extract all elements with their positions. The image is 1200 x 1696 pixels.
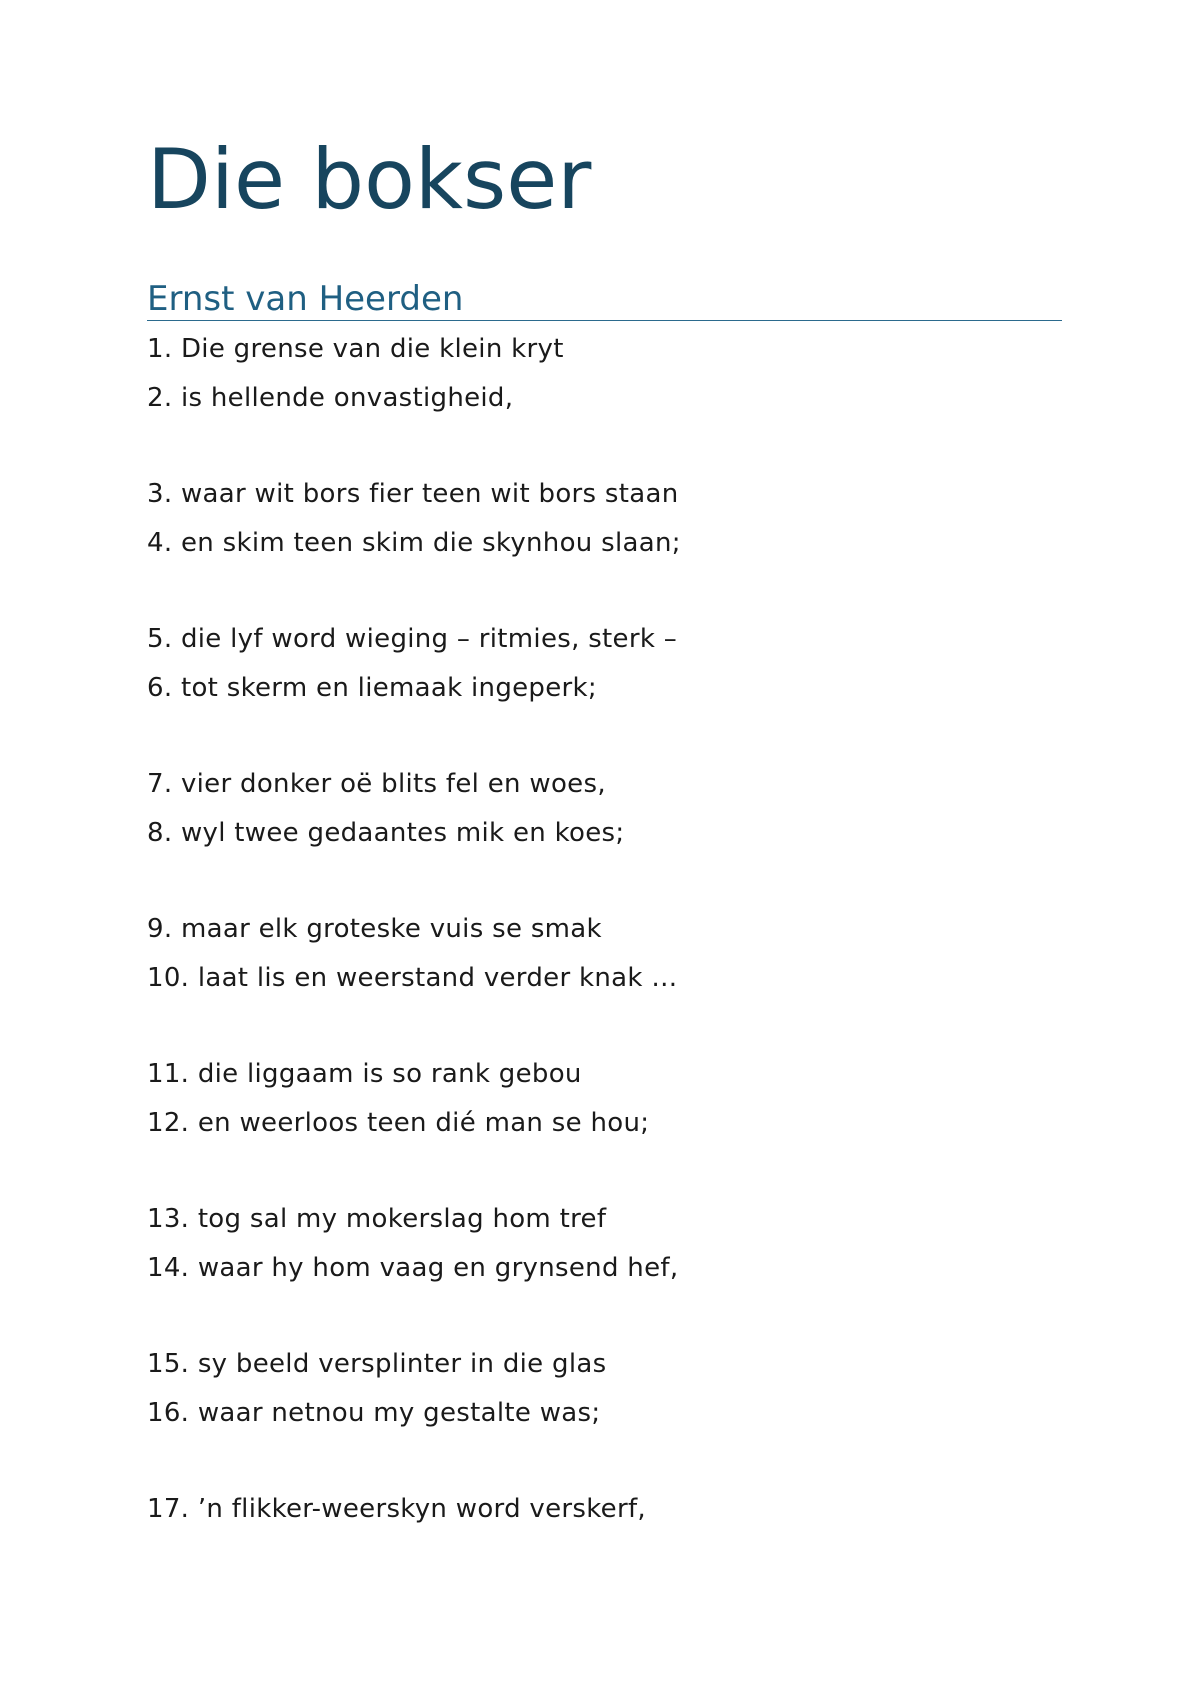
stanza xyxy=(147,1485,1062,1534)
poem-line: 6. tot skerm en liemaak ingeperk; xyxy=(147,672,597,703)
poem-line: 5. die lyf word wieging – ritmies, sterk – xyxy=(147,624,678,654)
poem-line: 11. die liggaam is so rank gebou xyxy=(147,1059,582,1089)
stanza xyxy=(147,760,1062,857)
stanza xyxy=(147,1195,1062,1292)
poem-line: 12. en weerloos teen dié man se hou; xyxy=(147,1107,650,1138)
poem-line: 3. waar wit bors fier teen wit bors staan xyxy=(147,479,679,509)
stanza xyxy=(147,615,1062,712)
poem-author: Ernst van Heerden xyxy=(147,279,1062,321)
poem-line: 17. ’n flikker-weerskyn word verskerf, xyxy=(147,1494,646,1524)
stanza xyxy=(147,470,1062,567)
poem-line: 8. wyl twee gedaantes mik en koes; xyxy=(147,817,625,848)
poem-line: 16. waar netnou my gestalte was; xyxy=(147,1397,601,1428)
poem-line: 13. tog sal my mokerslag hom tref xyxy=(147,1204,607,1234)
poem-line: 2. is hellende onvastigheid, xyxy=(147,382,514,413)
stanza xyxy=(147,905,1062,1002)
poem-line: 10. laat lis en weerstand verder knak … xyxy=(147,962,678,993)
poem-body xyxy=(147,325,1062,1582)
stanza xyxy=(147,1340,1062,1437)
poem-line: 9. maar elk groteske vuis se smak xyxy=(147,914,602,944)
poem-title: Die bokser xyxy=(147,131,592,228)
poem-line: 14. waar hy hom vaag en grynsend hef, xyxy=(147,1252,679,1283)
stanza xyxy=(147,1050,1062,1147)
poem-line: 15. sy beeld versplinter in die glas xyxy=(147,1349,607,1379)
poem-line: 4. en skim teen skim die skynhou slaan; xyxy=(147,527,681,558)
stanza xyxy=(147,325,1062,422)
poem-line: 1. Die grense van die klein kryt xyxy=(147,334,564,364)
poem-line: 7. vier donker oë blits fel en woes, xyxy=(147,769,606,799)
